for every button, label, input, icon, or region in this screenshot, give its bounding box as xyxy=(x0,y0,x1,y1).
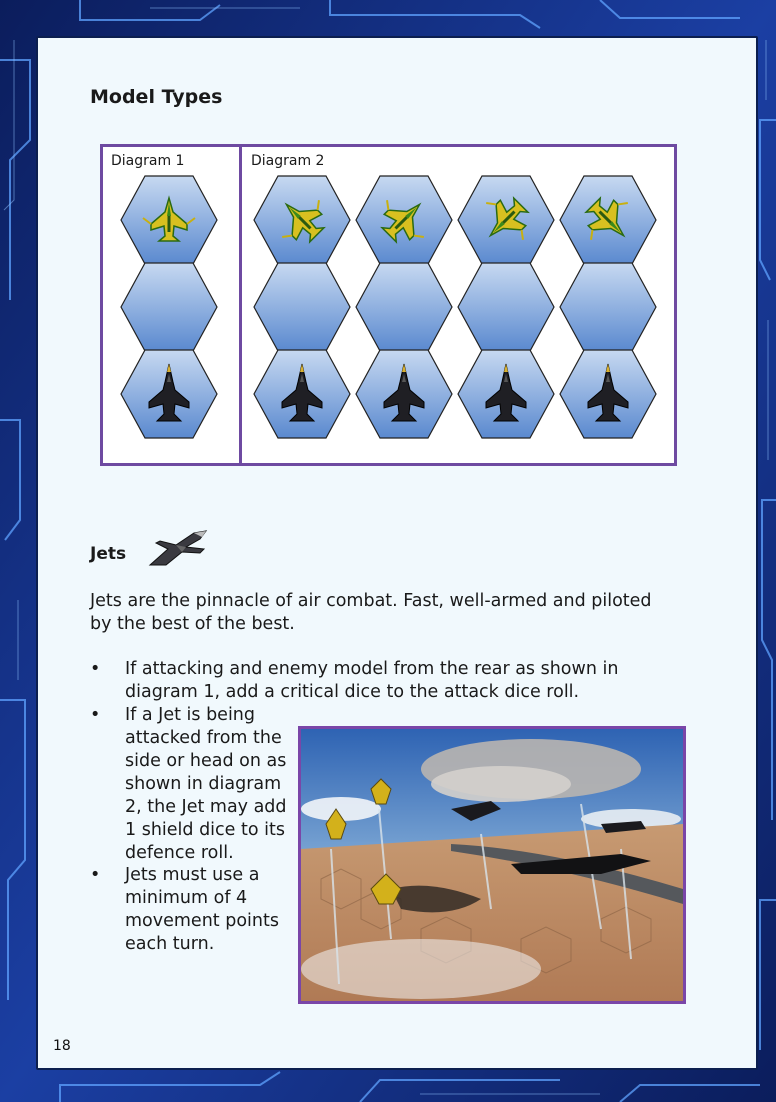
section-title-jets: Jets xyxy=(90,544,127,564)
bullet-line: 1 shield dice to its xyxy=(125,820,285,840)
bullet-line: defence roll. xyxy=(125,843,234,863)
bullet-dot: • xyxy=(90,865,101,885)
section-title-model-types: Model Types xyxy=(90,86,223,108)
bullet-dot: • xyxy=(90,659,101,679)
jets-intro xyxy=(90,590,690,636)
jets-heading-icon xyxy=(146,525,210,571)
bullet-line: diagram 1, add a critical dice to the attack dice roll. xyxy=(125,682,580,702)
battle-photo xyxy=(298,726,686,1004)
bullet-item-rear-attack xyxy=(90,658,690,704)
bullet-item-shield xyxy=(90,704,300,865)
bullet-line: minimum of 4 xyxy=(125,888,248,908)
diagram-2-label: Diagram 2 xyxy=(251,153,325,169)
bullet-line: Jets must use a xyxy=(125,865,260,885)
bullet-dot: • xyxy=(90,705,101,725)
bullet-line: movement points xyxy=(125,911,279,931)
bullet-item-movement xyxy=(90,864,300,956)
page-number: 18 xyxy=(53,1038,71,1054)
bullet-line: If attacking and enemy model from the rear as shown in xyxy=(125,659,619,679)
hex-tile xyxy=(458,263,554,351)
hex-tile xyxy=(254,263,350,351)
hex-tile xyxy=(560,263,656,351)
jets-intro-line2: by the best of the best. xyxy=(90,614,295,634)
bullet-line: each turn. xyxy=(125,934,215,954)
hex-tile xyxy=(356,263,452,351)
hex-diagrams xyxy=(103,147,674,463)
bullet-line: 2, the Jet may add xyxy=(125,797,287,817)
jets-intro-line1: Jets are the pinnacle of air combat. Fast, well-armed and piloted xyxy=(90,591,652,611)
bullet-line: side or head on as xyxy=(125,751,287,771)
bullet-line: If a Jet is being xyxy=(125,705,256,725)
hex-tile xyxy=(121,263,217,351)
diagram-1-label: Diagram 1 xyxy=(111,153,185,169)
bullet-line: shown in diagram xyxy=(125,774,282,794)
bullet-line: attacked from the xyxy=(125,728,282,748)
diagram-box xyxy=(100,144,677,466)
